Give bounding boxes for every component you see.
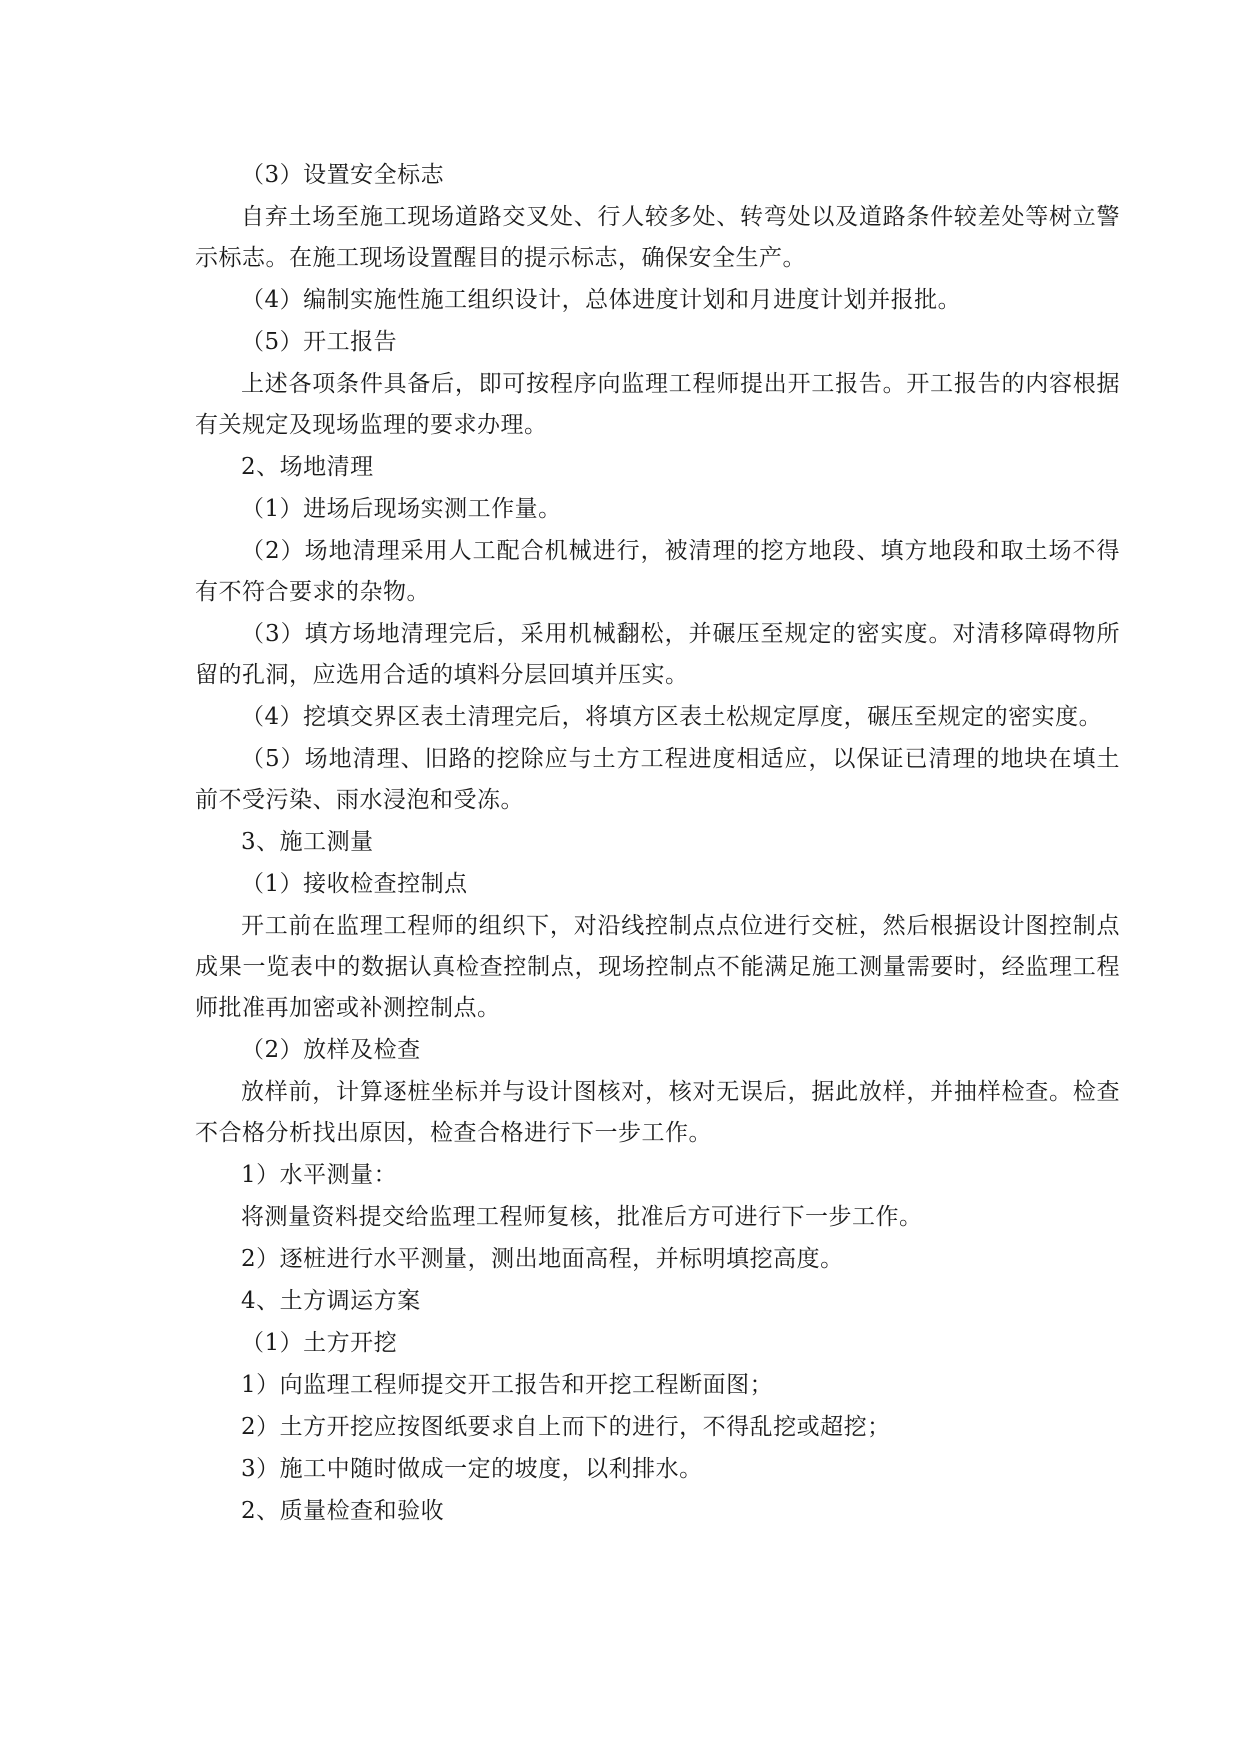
list-item-clearing-4: （4）挖填交界区表土清理完后，将填方区表土松规定厚度，碾压至规定的密实度。 [241, 704, 1103, 730]
section-heading-site-clearing: 2、场地清理 [241, 454, 374, 480]
list-item-excavation-1: 1）向监理工程师提交开工报告和开挖工程断面图； [241, 1372, 774, 1398]
document-body [195, 155, 1120, 1533]
subheading-excavation: （1）土方开挖 [241, 1330, 398, 1356]
section-heading-quality-inspection: 2、质量检查和验收 [241, 1498, 445, 1524]
paragraph-control-points: 开工前在监理工程师的组织下，对沿线控制点点位进行交桩，然后根据设计图控制点成果一览表中的数据认真检查控制点，现场控制点不能满足施工测量需要时，经监理工程师批准再加密或补测控制点。 [195, 913, 1120, 1021]
list-item-excavation-2: 2）土方开挖应按图纸要求自上而下的进行，不得乱挖或超挖； [241, 1414, 891, 1440]
list-item-excavation-3: 3）施工中随时做成一定的坡度，以利排水。 [241, 1456, 703, 1482]
paragraph-safety-signs: 自弃土场至施工现场道路交叉处、行人较多处、转弯处以及道路条件较差处等树立警示标志。在施工现场设置醒目的提示标志，确保安全生产。 [195, 204, 1120, 271]
subheading-control-points: （1）接收检查控制点 [241, 871, 468, 897]
paragraph-start-report: 上述各项条件具备后，即可按程序向监理工程师提出开工报告。开工报告的内容根据有关规定及现场监理的要求办理。 [195, 371, 1120, 438]
section-heading-survey: 3、施工测量 [241, 829, 374, 855]
list-item-clearing-1: （1）进场后现场实测工作量。 [241, 496, 562, 522]
list-item-clearing-3: （3）填方场地清理完后，采用机械翻松，并碾压至规定的密实度。对清移障碍物所留的孔洞，应选用合适的填料分层回填并压实。 [195, 621, 1120, 688]
section-heading-earthwork-plan: 4、土方调运方案 [241, 1288, 421, 1314]
list-item-leveling-1: 1）水平测量： [241, 1162, 398, 1188]
subheading-safety-signs: （3）设置安全标志 [241, 162, 445, 188]
subheading-layout-check: （2）放样及检查 [241, 1037, 421, 1063]
subheading-construction-plan: （4）编制实施性施工组织设计，总体进度计划和月进度计划并报批。 [241, 287, 962, 313]
list-item-leveling-2: 2）逐桩进行水平测量，测出地面高程，并标明填挖高度。 [241, 1246, 844, 1272]
paragraph-layout-check: 放样前，计算逐桩坐标并与设计图核对，核对无误后，据此放样，并抽样检查。检查不合格分析找出原因，检查合格进行下一步工作。 [195, 1079, 1120, 1146]
list-item-clearing-2: （2）场地清理采用人工配合机械进行，被清理的挖方地段、填方地段和取土场不得有不符合要求的杂物。 [195, 538, 1120, 605]
paragraph-leveling-review: 将测量资料提交给监理工程师复核，批准后方可进行下一步工作。 [241, 1204, 923, 1230]
list-item-clearing-5: （5）场地清理、旧路的挖除应与土方工程进度相适应，以保证已清理的地块在填土前不受污染、雨水浸泡和受冻。 [195, 746, 1120, 813]
subheading-start-report: （5）开工报告 [241, 329, 398, 355]
